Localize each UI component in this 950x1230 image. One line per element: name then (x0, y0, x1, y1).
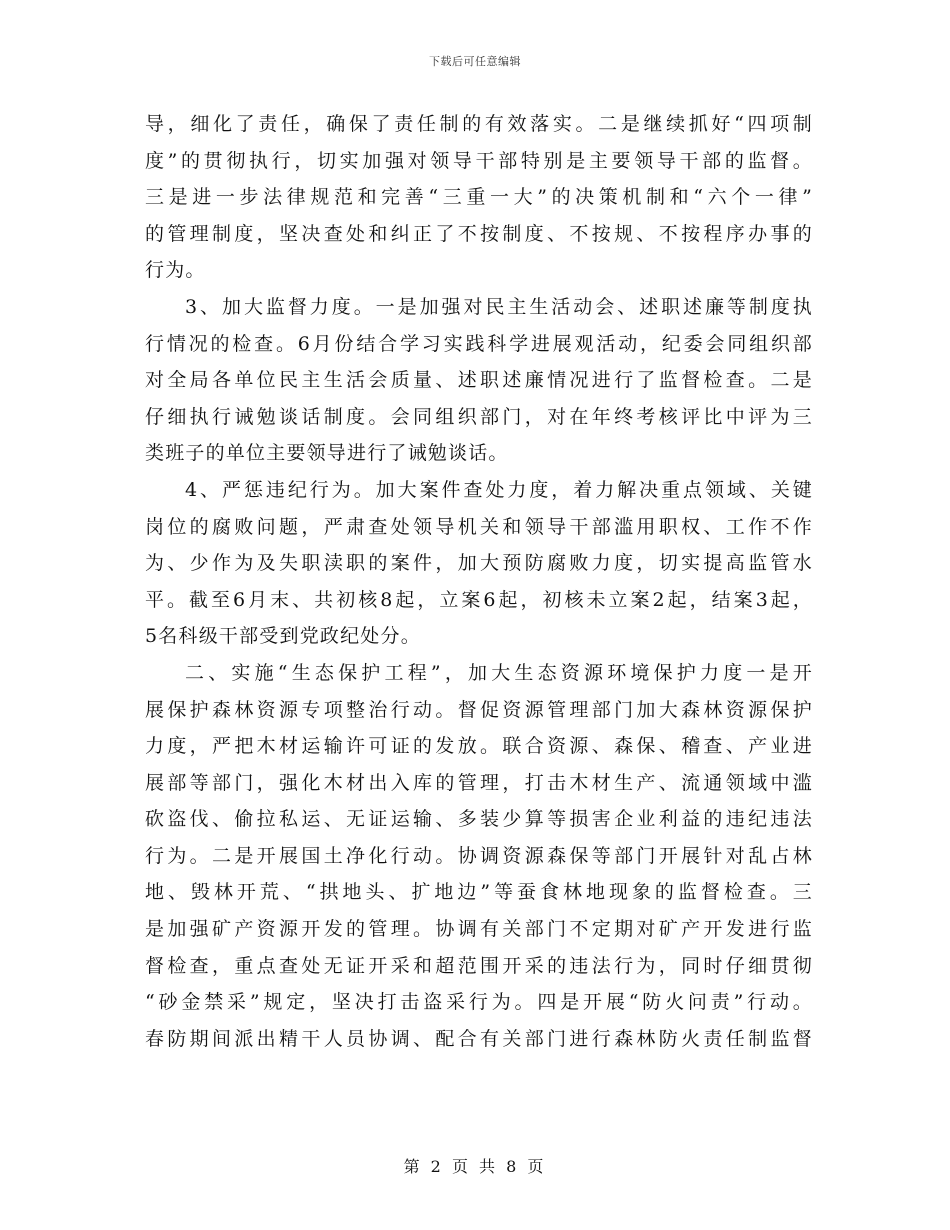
text-line: 行情况的检查。6月份结合学习实践科学进展观活动，纪委会同组织部 (145, 332, 813, 355)
text-line: 4、严惩违纪行为。加大案件查处力度，着力解决重点领域、关键 (185, 478, 813, 501)
text-line: 度”的贯彻执行，切实加强对领导干部特别是主要领导干部的监督。 (145, 149, 813, 172)
text-line: 二、实施“生态保护工程”，加大生态资源环境保护力度一是开 (185, 661, 813, 684)
text-line: 力度，严把木材运输许可证的发放。联合资源、森保、稽查、产业进 (145, 735, 813, 758)
text-line: 展部等部门，强化木材出入库的管理，打击木材生产、流通领域中滥 (145, 771, 813, 794)
text-line: 仔细执行诫勉谈话制度。会同组织部门，对在年终考核评比中评为三 (145, 405, 813, 428)
page-number-footer: 第 2 页 共 8 页 (403, 1157, 547, 1176)
text-line: 3、加大监督力度。一是加强对民主生活动会、述职述廉等制度执 (185, 295, 813, 318)
document-body (145, 106, 813, 1057)
text-line: 平。截至6月末、共初核8起，立案6起，初核未立案2起，结案3起， (145, 588, 813, 611)
text-line: 春防期间派出精干人员协调、配合有关部门进行森林防火责任制监督 (145, 1027, 813, 1050)
text-line: 导，细化了责任，确保了责任制的有效落实。二是继续抓好“四项制 (145, 113, 813, 135)
text-line: 展保护森林资源专项整治行动。督促资源管理部门加大森林资源保护 (145, 698, 813, 721)
page-header: 下载后可任意编辑 (429, 55, 521, 68)
text-line: 5名科级干部受到党政纪处分。 (145, 625, 421, 648)
text-line: 为、少作为及失职渎职的案件，加大预防腐败力度，切实提高监管水 (145, 552, 813, 575)
text-line: 督检查，重点查处无证开采和超范围开采的违法行为，同时仔细贯彻 (145, 954, 813, 977)
text-line: 行为。二是开展国土净化行动。协调资源森保等部门开展针对乱占林 (145, 844, 813, 867)
text-line: 三是进一步法律规范和完善“三重一大”的决策机制和“六个一律” (145, 186, 813, 209)
text-line: 砍盗伐、偷拉私运、无证运输、多装少算等损害企业利益的违纪违法 (145, 808, 813, 831)
text-line: 是加强矿产资源开发的管理。协调有关部门不定期对矿产开发进行监 (145, 918, 813, 941)
text-line: 类班子的单位主要领导进行了诫勉谈话。 (145, 442, 509, 465)
text-line: 行为。 (145, 259, 206, 282)
text-line: 岗位的腐败问题，严肃查处领导机关和领导干部滥用职权、工作不作 (145, 515, 813, 538)
text-line: “砂金禁采”规定，坚决打击盗采行为。四是开展“防火问责”行动。 (145, 991, 813, 1014)
text-line: 的管理制度，坚决查处和纠正了不按制度、不按规、不按程序办事的 (145, 222, 813, 245)
text-line: 对全局各单位民主生活会质量、述职述廉情况进行了监督检查。二是 (145, 369, 813, 392)
text-line: 地、毁林开荒、“拱地头、扩地边”等蚕食林地现象的监督检查。三 (145, 881, 813, 904)
